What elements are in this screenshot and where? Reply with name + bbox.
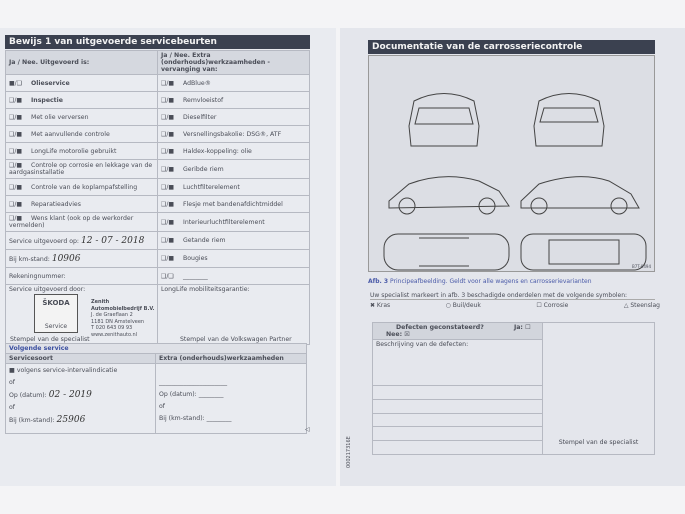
extra-row: ❑/■ Getande riem xyxy=(158,232,310,250)
description-line[interactable] xyxy=(373,413,543,427)
km-stand[interactable]: Bij km-stand: 10906 xyxy=(6,250,158,268)
extra-item[interactable]: ❑/■ Interieurluchtfilterelement xyxy=(158,213,310,232)
col2-header: Ja / Nee. Extra (onderhouds)werkzaamheden - vervanging van: xyxy=(158,51,310,75)
service-item[interactable]: ❑/■ Reparatieadvies xyxy=(6,196,158,213)
stamp-vw-label: Stempel van de Volkswagen Partner xyxy=(180,336,292,343)
extra-item[interactable]: ❑/■ AdBlue® xyxy=(158,75,310,92)
no-checkbox[interactable]: ☒ xyxy=(404,331,410,338)
description-line[interactable] xyxy=(373,399,543,413)
stamp-area: Stempel van de specialist xyxy=(543,323,655,455)
description-line[interactable] xyxy=(373,386,543,400)
left-page xyxy=(0,28,336,486)
next-service-table xyxy=(5,343,307,434)
page-title: Documentatie van de carrosseriecontrole xyxy=(368,40,655,54)
next-service-title: Volgende service xyxy=(6,344,307,354)
description-line[interactable] xyxy=(373,441,543,455)
figure-code: B7T-0494 xyxy=(632,264,651,269)
col1-header: Ja / Nee. Uitgevoerd is: xyxy=(6,51,158,75)
table-row xyxy=(6,126,310,143)
performed-by: Service uitgevoerd door: ŠKODA Service Zenith Automobielbedrijf B.V. J. de Graeflaan 2 1181 DN Amstelveen T 020 643 09 93 www.zenithauto.nl Stempel van de specialist xyxy=(6,285,158,345)
defects-question: Defecten geconstateerd? Ja: ☐ Nee: ☒ xyxy=(373,323,543,340)
right-page xyxy=(340,28,685,486)
description-line[interactable] xyxy=(373,427,543,441)
car-diagram xyxy=(368,55,655,272)
next-extra: ______________________ Op (datum): ________ of Bij (km-stand): ________ xyxy=(156,364,307,434)
service-item[interactable]: ❑/■ Met olie verversen xyxy=(6,109,158,126)
col-servicesoort: Servicesoort xyxy=(6,354,156,364)
service-date[interactable]: Service uitgevoerd op: 12 - 07 - 2018 xyxy=(6,232,158,250)
service-item[interactable]: ❑/■ Controle op corrosie en lekkage van de aardgasinstallatie xyxy=(6,160,158,179)
service-item[interactable]: ❑/■ Wens klant (ook op de werkorder vermelden) xyxy=(6,213,158,232)
table-row xyxy=(6,109,310,126)
table-row xyxy=(6,92,310,109)
skoda-logo: ŠKODA Service xyxy=(34,294,78,333)
document-code: 000217316E xyxy=(346,436,352,468)
table-row xyxy=(6,196,310,213)
figure-caption: Afb. 3 Principeafbeelding. Geldt voor alle wagens en carrosserievarianten xyxy=(368,278,592,285)
service-item[interactable]: ❑/■ LongLife motorolie gebruikt xyxy=(6,143,158,160)
dealer-stamp: Zenith Automobielbedrijf B.V. J. de Graeflaan 2 1181 DN Amstelveen T 020 643 09 93 www.zenithauto.nl xyxy=(91,299,155,338)
defects-table xyxy=(372,322,655,455)
stamp-specialist-label: Stempel van de specialist xyxy=(10,336,90,343)
service-item[interactable]: ❑/■ Inspectie xyxy=(6,92,158,109)
table-row xyxy=(6,213,310,232)
table-row xyxy=(6,75,310,92)
instruction: Uw specialist markeert in afb. 3 beschadigde onderdelen met de volgende symbolen: xyxy=(370,292,655,300)
longlife: LongLife mobiliteitsgarantie: Stempel van de Volkswagen Partner xyxy=(158,285,310,345)
extra-item[interactable]: ❑/■ Luchtfilterelement xyxy=(158,179,310,196)
page-title: Bewijs 1 van uitgevoerde servicebeurten xyxy=(5,35,310,49)
symbol-legend: ✖ Kras ○ Buil/deuk ☐ Corrosie △ Steenslag xyxy=(370,302,660,309)
table-row xyxy=(6,179,310,196)
col-extra: Extra (onderhouds)werkzaamheden xyxy=(156,354,307,364)
extra-row: ❑/❑ ________ xyxy=(158,268,310,285)
extra-item[interactable]: ❑/■ Geribde riem xyxy=(158,160,310,179)
extra-item[interactable]: ❑/■ Remvloeistof xyxy=(158,92,310,109)
service-item[interactable]: ❑/■ Controle van de koplampafstelling xyxy=(6,179,158,196)
car-outline-icon xyxy=(369,56,656,273)
extra-item[interactable]: ❑/■ Haldex-koppeling: olie xyxy=(158,143,310,160)
next-service-type: ■ volgens service-intervalindicatie of Op (datum): 02 - 2019 of Bij (km-stand): 25906 xyxy=(6,364,156,434)
extra-item[interactable]: ❑/■ Versnellingsbakolie: DSG®, ATF xyxy=(158,126,310,143)
extra-item[interactable]: ❑/■ Flesje met bandenafdichtmiddel xyxy=(158,196,310,213)
service-table xyxy=(5,50,310,345)
arrow-icon: ◁ xyxy=(305,426,310,433)
table-row xyxy=(6,143,310,160)
service-item[interactable]: ❑/■ Met aanvullende controle xyxy=(6,126,158,143)
table-row xyxy=(6,160,310,179)
defects-description[interactable]: Beschrijving van de defecten: xyxy=(373,340,543,386)
yes-checkbox[interactable]: ☐ xyxy=(525,324,531,331)
extra-item[interactable]: ❑/■ Dieselfilter xyxy=(158,109,310,126)
extra-row: ❑/■ Bougies xyxy=(158,250,310,268)
invoice-number[interactable]: Rekeningnummer: xyxy=(6,268,158,285)
service-item[interactable]: ■/❑ Olieservice xyxy=(6,75,158,92)
